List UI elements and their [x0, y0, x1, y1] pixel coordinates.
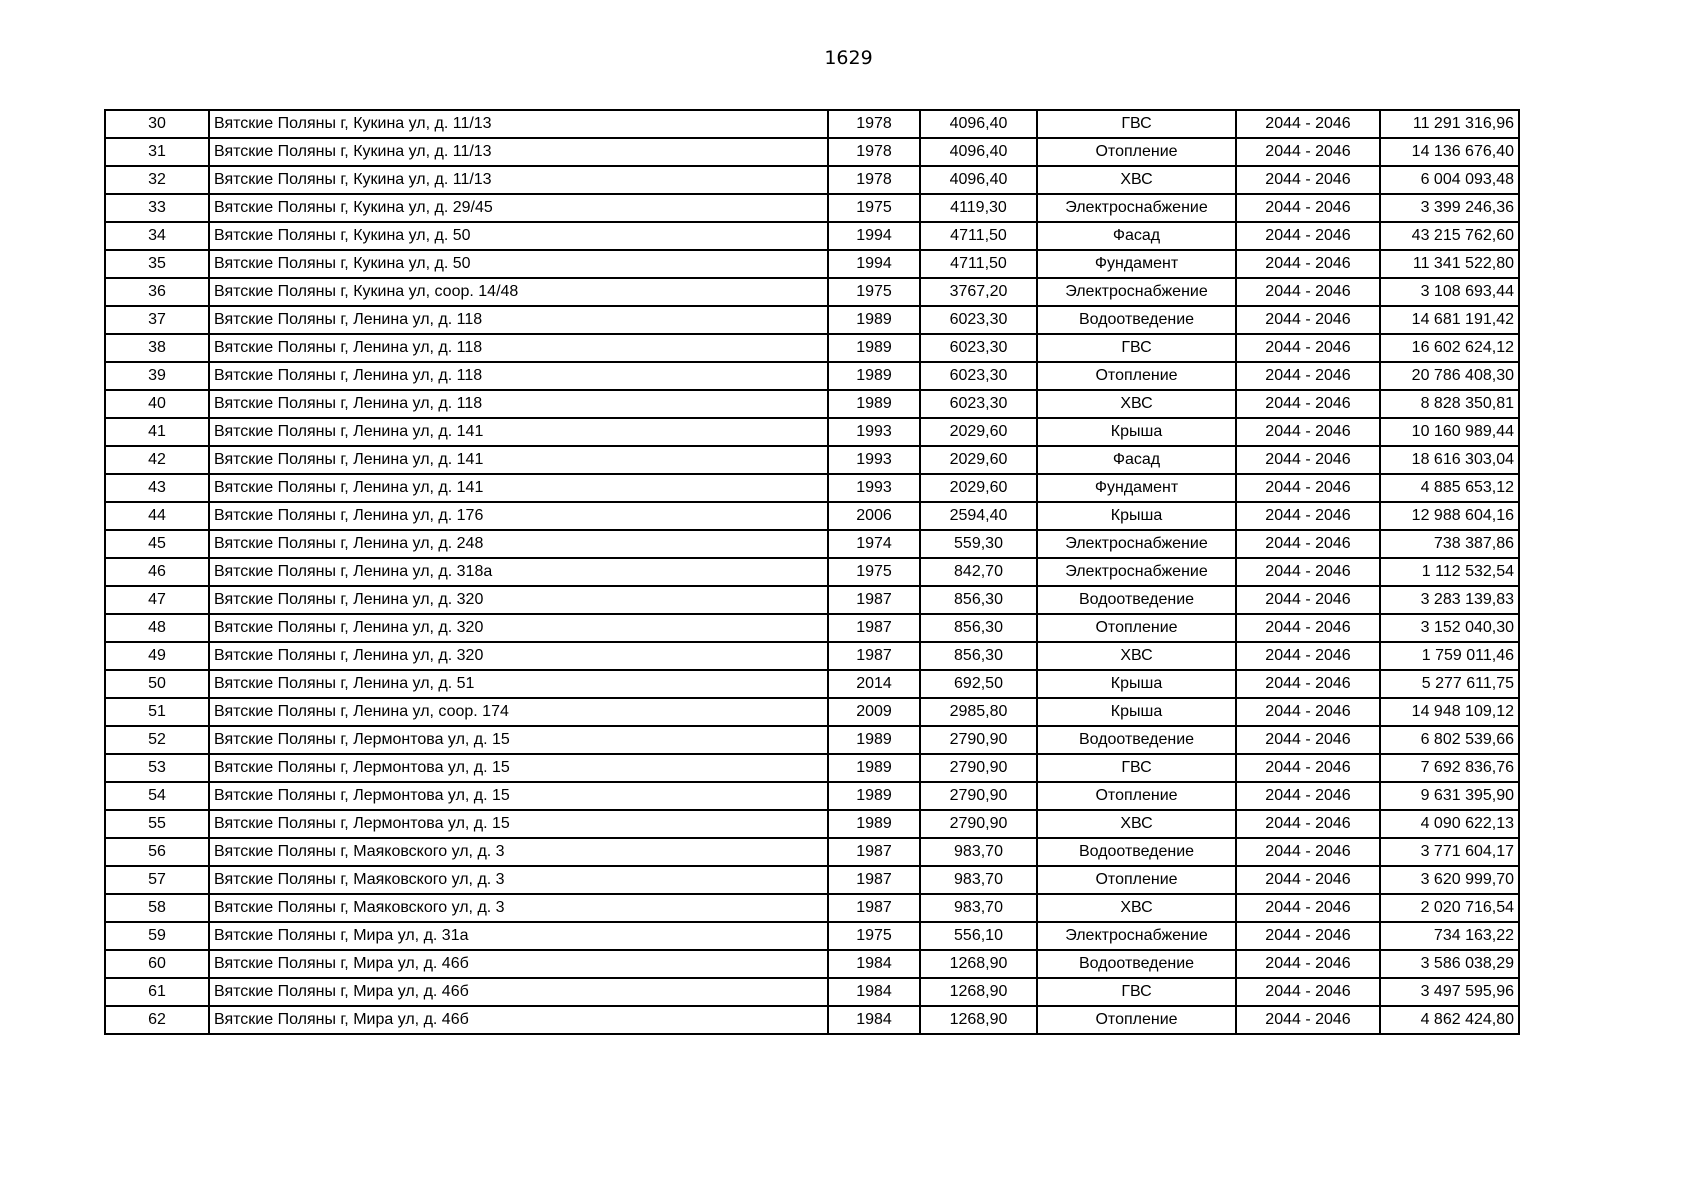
cost-cell: 14 136 676,40 [1380, 138, 1519, 166]
row-number-cell: 53 [105, 754, 209, 782]
area-cell: 4096,40 [920, 166, 1037, 194]
address-cell: Вятские Поляны г, Ленина ул, д. 320 [209, 614, 828, 642]
address-cell: Вятские Поляны г, Кукина ул, соор. 14/48 [209, 278, 828, 306]
table-row [105, 250, 1519, 278]
work-type-cell: ГВС [1037, 110, 1236, 138]
row-number-cell: 57 [105, 866, 209, 894]
row-number-cell: 39 [105, 362, 209, 390]
area-cell: 983,70 [920, 894, 1037, 922]
year-built-cell: 1989 [828, 810, 920, 838]
address-cell: Вятские Поляны г, Ленина ул, д. 141 [209, 474, 828, 502]
cost-cell: 1 112 532,54 [1380, 558, 1519, 586]
page-number: 1629 [824, 47, 873, 69]
table-row [105, 306, 1519, 334]
period-cell: 2044 - 2046 [1236, 334, 1380, 362]
address-cell: Вятские Поляны г, Лермонтова ул, д. 15 [209, 782, 828, 810]
year-built-cell: 1984 [828, 950, 920, 978]
address-cell: Вятские Поляны г, Ленина ул, д. 118 [209, 306, 828, 334]
period-cell: 2044 - 2046 [1236, 222, 1380, 250]
period-cell: 2044 - 2046 [1236, 586, 1380, 614]
period-cell: 2044 - 2046 [1236, 474, 1380, 502]
year-built-cell: 1987 [828, 866, 920, 894]
row-number-cell: 45 [105, 530, 209, 558]
table-row [105, 950, 1519, 978]
address-cell: Вятские Поляны г, Мира ул, д. 46б [209, 950, 828, 978]
period-cell: 2044 - 2046 [1236, 362, 1380, 390]
year-built-cell: 1987 [828, 838, 920, 866]
period-cell: 2044 - 2046 [1236, 502, 1380, 530]
address-cell: Вятские Поляны г, Ленина ул, д. 118 [209, 390, 828, 418]
work-type-cell: Фасад [1037, 222, 1236, 250]
row-number-cell: 44 [105, 502, 209, 530]
table-row [105, 418, 1519, 446]
cost-cell: 5 277 611,75 [1380, 670, 1519, 698]
year-built-cell: 1984 [828, 1006, 920, 1034]
area-cell: 2594,40 [920, 502, 1037, 530]
area-cell: 2790,90 [920, 754, 1037, 782]
year-built-cell: 1989 [828, 334, 920, 362]
table-row [105, 278, 1519, 306]
cost-cell: 16 602 624,12 [1380, 334, 1519, 362]
work-type-cell: Отопление [1037, 866, 1236, 894]
row-number-cell: 37 [105, 306, 209, 334]
area-cell: 6023,30 [920, 334, 1037, 362]
repair-schedule-table [104, 109, 1520, 1035]
cost-cell: 3 497 595,96 [1380, 978, 1519, 1006]
work-type-cell: Электроснабжение [1037, 558, 1236, 586]
table-row [105, 194, 1519, 222]
table-row [105, 558, 1519, 586]
address-cell: Вятские Поляны г, Кукина ул, д. 11/13 [209, 138, 828, 166]
address-cell: Вятские Поляны г, Ленина ул, д. 118 [209, 362, 828, 390]
year-built-cell: 1984 [828, 978, 920, 1006]
address-cell: Вятские Поляны г, Ленина ул, д. 318а [209, 558, 828, 586]
cost-cell: 1 759 011,46 [1380, 642, 1519, 670]
period-cell: 2044 - 2046 [1236, 1006, 1380, 1034]
year-built-cell: 1994 [828, 250, 920, 278]
cost-cell: 6 802 539,66 [1380, 726, 1519, 754]
table-row [105, 978, 1519, 1006]
row-number-cell: 33 [105, 194, 209, 222]
work-type-cell: ХВС [1037, 810, 1236, 838]
period-cell: 2044 - 2046 [1236, 726, 1380, 754]
table-row [105, 474, 1519, 502]
row-number-cell: 56 [105, 838, 209, 866]
cost-cell: 10 160 989,44 [1380, 418, 1519, 446]
year-built-cell: 1994 [828, 222, 920, 250]
area-cell: 1268,90 [920, 950, 1037, 978]
area-cell: 6023,30 [920, 362, 1037, 390]
cost-cell: 14 948 109,12 [1380, 698, 1519, 726]
year-built-cell: 1989 [828, 782, 920, 810]
period-cell: 2044 - 2046 [1236, 194, 1380, 222]
row-number-cell: 40 [105, 390, 209, 418]
cost-cell: 11 341 522,80 [1380, 250, 1519, 278]
cost-cell: 9 631 395,90 [1380, 782, 1519, 810]
area-cell: 2029,60 [920, 474, 1037, 502]
row-number-cell: 50 [105, 670, 209, 698]
row-number-cell: 59 [105, 922, 209, 950]
table-body [105, 110, 1519, 1034]
address-cell: Вятские Поляны г, Ленина ул, д. 51 [209, 670, 828, 698]
cost-cell: 8 828 350,81 [1380, 390, 1519, 418]
period-cell: 2044 - 2046 [1236, 558, 1380, 586]
area-cell: 2985,80 [920, 698, 1037, 726]
row-number-cell: 30 [105, 110, 209, 138]
cost-cell: 3 399 246,36 [1380, 194, 1519, 222]
period-cell: 2044 - 2046 [1236, 950, 1380, 978]
table-row [105, 642, 1519, 670]
table-row [105, 586, 1519, 614]
table-row [105, 810, 1519, 838]
table-row [105, 362, 1519, 390]
table-row [105, 670, 1519, 698]
area-cell: 4096,40 [920, 110, 1037, 138]
work-type-cell: ГВС [1037, 978, 1236, 1006]
year-built-cell: 1987 [828, 586, 920, 614]
address-cell: Вятские Поляны г, Кукина ул, д. 50 [209, 222, 828, 250]
work-type-cell: Фундамент [1037, 474, 1236, 502]
cost-cell: 2 020 716,54 [1380, 894, 1519, 922]
row-number-cell: 46 [105, 558, 209, 586]
work-type-cell: Отопление [1037, 614, 1236, 642]
area-cell: 856,30 [920, 614, 1037, 642]
work-type-cell: Водоотведение [1037, 306, 1236, 334]
year-built-cell: 1978 [828, 110, 920, 138]
cost-cell: 3 620 999,70 [1380, 866, 1519, 894]
year-built-cell: 1993 [828, 474, 920, 502]
year-built-cell: 1987 [828, 642, 920, 670]
address-cell: Вятские Поляны г, Ленина ул, д. 176 [209, 502, 828, 530]
work-type-cell: Водоотведение [1037, 950, 1236, 978]
year-built-cell: 2014 [828, 670, 920, 698]
area-cell: 556,10 [920, 922, 1037, 950]
row-number-cell: 32 [105, 166, 209, 194]
row-number-cell: 58 [105, 894, 209, 922]
area-cell: 983,70 [920, 838, 1037, 866]
address-cell: Вятские Поляны г, Кукина ул, д. 11/13 [209, 166, 828, 194]
address-cell: Вятские Поляны г, Ленина ул, д. 141 [209, 418, 828, 446]
work-type-cell: Отопление [1037, 1006, 1236, 1034]
work-type-cell: Крыша [1037, 418, 1236, 446]
row-number-cell: 41 [105, 418, 209, 446]
work-type-cell: Крыша [1037, 670, 1236, 698]
period-cell: 2044 - 2046 [1236, 894, 1380, 922]
year-built-cell: 1989 [828, 754, 920, 782]
row-number-cell: 43 [105, 474, 209, 502]
period-cell: 2044 - 2046 [1236, 306, 1380, 334]
period-cell: 2044 - 2046 [1236, 166, 1380, 194]
work-type-cell: Водоотведение [1037, 586, 1236, 614]
address-cell: Вятские Поляны г, Мира ул, д. 31а [209, 922, 828, 950]
address-cell: Вятские Поляны г, Кукина ул, д. 11/13 [209, 110, 828, 138]
work-type-cell: Водоотведение [1037, 838, 1236, 866]
period-cell: 2044 - 2046 [1236, 418, 1380, 446]
period-cell: 2044 - 2046 [1236, 782, 1380, 810]
year-built-cell: 1989 [828, 726, 920, 754]
period-cell: 2044 - 2046 [1236, 978, 1380, 1006]
address-cell: Вятские Поляны г, Ленина ул, д. 141 [209, 446, 828, 474]
work-type-cell: ХВС [1037, 390, 1236, 418]
table-row [105, 614, 1519, 642]
period-cell: 2044 - 2046 [1236, 614, 1380, 642]
work-type-cell: ХВС [1037, 894, 1236, 922]
area-cell: 4119,30 [920, 194, 1037, 222]
work-type-cell: ХВС [1037, 642, 1236, 670]
period-cell: 2044 - 2046 [1236, 278, 1380, 306]
period-cell: 2044 - 2046 [1236, 670, 1380, 698]
period-cell: 2044 - 2046 [1236, 922, 1380, 950]
year-built-cell: 2009 [828, 698, 920, 726]
area-cell: 2790,90 [920, 810, 1037, 838]
area-cell: 856,30 [920, 642, 1037, 670]
year-built-cell: 1987 [828, 614, 920, 642]
cost-cell: 3 586 038,29 [1380, 950, 1519, 978]
row-number-cell: 49 [105, 642, 209, 670]
cost-cell: 43 215 762,60 [1380, 222, 1519, 250]
cost-cell: 7 692 836,76 [1380, 754, 1519, 782]
area-cell: 2790,90 [920, 726, 1037, 754]
address-cell: Вятские Поляны г, Маяковского ул, д. 3 [209, 838, 828, 866]
cost-cell: 3 283 139,83 [1380, 586, 1519, 614]
work-type-cell: Крыша [1037, 502, 1236, 530]
address-cell: Вятские Поляны г, Кукина ул, д. 50 [209, 250, 828, 278]
period-cell: 2044 - 2046 [1236, 138, 1380, 166]
table-row [105, 166, 1519, 194]
period-cell: 2044 - 2046 [1236, 530, 1380, 558]
year-built-cell: 1989 [828, 362, 920, 390]
row-number-cell: 52 [105, 726, 209, 754]
area-cell: 2029,60 [920, 446, 1037, 474]
address-cell: Вятские Поляны г, Лермонтова ул, д. 15 [209, 810, 828, 838]
period-cell: 2044 - 2046 [1236, 250, 1380, 278]
cost-cell: 14 681 191,42 [1380, 306, 1519, 334]
area-cell: 842,70 [920, 558, 1037, 586]
address-cell: Вятские Поляны г, Маяковского ул, д. 3 [209, 894, 828, 922]
period-cell: 2044 - 2046 [1236, 810, 1380, 838]
area-cell: 2029,60 [920, 418, 1037, 446]
row-number-cell: 60 [105, 950, 209, 978]
work-type-cell: Крыша [1037, 698, 1236, 726]
work-type-cell: ГВС [1037, 754, 1236, 782]
area-cell: 1268,90 [920, 978, 1037, 1006]
period-cell: 2044 - 2046 [1236, 866, 1380, 894]
table-row [105, 894, 1519, 922]
address-cell: Вятские Поляны г, Мира ул, д. 46б [209, 1006, 828, 1034]
table-row [105, 922, 1519, 950]
table-row [105, 110, 1519, 138]
area-cell: 4711,50 [920, 250, 1037, 278]
work-type-cell: Фундамент [1037, 250, 1236, 278]
work-type-cell: Электроснабжение [1037, 530, 1236, 558]
row-number-cell: 47 [105, 586, 209, 614]
table-row [105, 530, 1519, 558]
work-type-cell: Электроснабжение [1037, 194, 1236, 222]
area-cell: 6023,30 [920, 390, 1037, 418]
year-built-cell: 1975 [828, 558, 920, 586]
cost-cell: 6 004 093,48 [1380, 166, 1519, 194]
cost-cell: 12 988 604,16 [1380, 502, 1519, 530]
period-cell: 2044 - 2046 [1236, 446, 1380, 474]
table-row [105, 334, 1519, 362]
cost-cell: 3 108 693,44 [1380, 278, 1519, 306]
area-cell: 1268,90 [920, 1006, 1037, 1034]
row-number-cell: 42 [105, 446, 209, 474]
area-cell: 6023,30 [920, 306, 1037, 334]
work-type-cell: Электроснабжение [1037, 278, 1236, 306]
address-cell: Вятские Поляны г, Ленина ул, д. 320 [209, 586, 828, 614]
address-cell: Вятские Поляны г, Ленина ул, д. 248 [209, 530, 828, 558]
address-cell: Вятские Поляны г, Кукина ул, д. 29/45 [209, 194, 828, 222]
row-number-cell: 54 [105, 782, 209, 810]
table-row [105, 726, 1519, 754]
period-cell: 2044 - 2046 [1236, 642, 1380, 670]
cost-cell: 734 163,22 [1380, 922, 1519, 950]
table-row [105, 838, 1519, 866]
row-number-cell: 61 [105, 978, 209, 1006]
area-cell: 983,70 [920, 866, 1037, 894]
work-type-cell: Электроснабжение [1037, 922, 1236, 950]
year-built-cell: 1975 [828, 278, 920, 306]
area-cell: 4096,40 [920, 138, 1037, 166]
year-built-cell: 1975 [828, 922, 920, 950]
year-built-cell: 1993 [828, 418, 920, 446]
row-number-cell: 35 [105, 250, 209, 278]
area-cell: 3767,20 [920, 278, 1037, 306]
address-cell: Вятские Поляны г, Мира ул, д. 46б [209, 978, 828, 1006]
work-type-cell: ГВС [1037, 334, 1236, 362]
period-cell: 2044 - 2046 [1236, 838, 1380, 866]
address-cell: Вятские Поляны г, Лермонтова ул, д. 15 [209, 754, 828, 782]
cost-cell: 3 771 604,17 [1380, 838, 1519, 866]
area-cell: 559,30 [920, 530, 1037, 558]
table-row [105, 222, 1519, 250]
period-cell: 2044 - 2046 [1236, 754, 1380, 782]
address-cell: Вятские Поляны г, Лермонтова ул, д. 15 [209, 726, 828, 754]
cost-cell: 4 090 622,13 [1380, 810, 1519, 838]
work-type-cell: ХВС [1037, 166, 1236, 194]
cost-cell: 11 291 316,96 [1380, 110, 1519, 138]
work-type-cell: Фасад [1037, 446, 1236, 474]
cost-cell: 4 862 424,80 [1380, 1006, 1519, 1034]
year-built-cell: 1978 [828, 166, 920, 194]
year-built-cell: 1974 [828, 530, 920, 558]
row-number-cell: 36 [105, 278, 209, 306]
year-built-cell: 1987 [828, 894, 920, 922]
table-row [105, 502, 1519, 530]
work-type-cell: Водоотведение [1037, 726, 1236, 754]
row-number-cell: 62 [105, 1006, 209, 1034]
year-built-cell: 2006 [828, 502, 920, 530]
cost-cell: 18 616 303,04 [1380, 446, 1519, 474]
cost-cell: 3 152 040,30 [1380, 614, 1519, 642]
cost-cell: 738 387,86 [1380, 530, 1519, 558]
period-cell: 2044 - 2046 [1236, 698, 1380, 726]
table-row [105, 138, 1519, 166]
table-row [105, 390, 1519, 418]
row-number-cell: 31 [105, 138, 209, 166]
row-number-cell: 51 [105, 698, 209, 726]
work-type-cell: Отопление [1037, 138, 1236, 166]
year-built-cell: 1989 [828, 390, 920, 418]
area-cell: 692,50 [920, 670, 1037, 698]
row-number-cell: 55 [105, 810, 209, 838]
row-number-cell: 34 [105, 222, 209, 250]
address-cell: Вятские Поляны г, Ленина ул, соор. 174 [209, 698, 828, 726]
address-cell: Вятские Поляны г, Маяковского ул, д. 3 [209, 866, 828, 894]
row-number-cell: 38 [105, 334, 209, 362]
table-row [105, 446, 1519, 474]
year-built-cell: 1978 [828, 138, 920, 166]
table-row [105, 754, 1519, 782]
area-cell: 856,30 [920, 586, 1037, 614]
cost-cell: 20 786 408,30 [1380, 362, 1519, 390]
year-built-cell: 1989 [828, 306, 920, 334]
area-cell: 2790,90 [920, 782, 1037, 810]
year-built-cell: 1975 [828, 194, 920, 222]
address-cell: Вятские Поляны г, Ленина ул, д. 320 [209, 642, 828, 670]
table-row [105, 782, 1519, 810]
table-row [105, 1006, 1519, 1034]
period-cell: 2044 - 2046 [1236, 390, 1380, 418]
address-cell: Вятские Поляны г, Ленина ул, д. 118 [209, 334, 828, 362]
row-number-cell: 48 [105, 614, 209, 642]
work-type-cell: Отопление [1037, 362, 1236, 390]
year-built-cell: 1993 [828, 446, 920, 474]
table-row [105, 866, 1519, 894]
table-row [105, 698, 1519, 726]
area-cell: 4711,50 [920, 222, 1037, 250]
period-cell: 2044 - 2046 [1236, 110, 1380, 138]
cost-cell: 4 885 653,12 [1380, 474, 1519, 502]
work-type-cell: Отопление [1037, 782, 1236, 810]
